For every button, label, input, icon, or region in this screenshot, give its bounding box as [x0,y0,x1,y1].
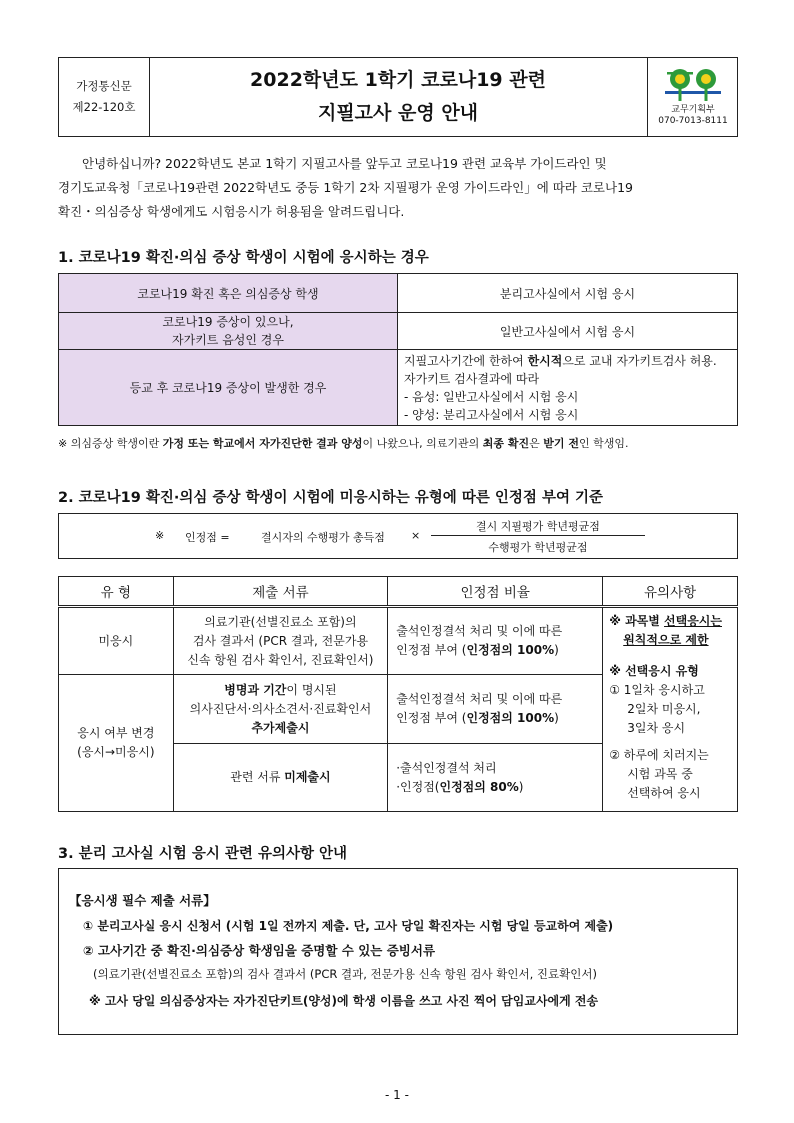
docs-cell [173,675,388,744]
action-cell: 일반고사실에서 시험 응시 [398,313,738,350]
docs-emphasis: 미제출시 [284,770,331,784]
intro-line-1: 안녕하십니까? 2022학년도 본교 1학기 지필고사를 앞두고 코로나19 관련 교육부 가이드라인 및 [82,156,607,171]
rate-cell [388,744,603,812]
section-1-title: 1. 코로나19 확진·의심 증상 학생이 시험에 응시하는 경우 [58,250,429,266]
department-name: 교무기획부 [671,105,715,115]
formula-box [58,513,738,559]
suspected-definition-note [58,435,758,451]
rate-emphasis: 인정점의 100% [466,711,555,725]
action-text: 으로 교내 자가키트검사 허용. [562,353,717,368]
recognition-score-table [58,576,738,812]
note-text: ※ 의심증상 학생이란 [58,437,163,450]
column-header: 인정점 비율 [388,577,603,607]
action-cell: 분리고사실에서 시험 응시 [398,274,738,313]
docs-emphasis: 추가제출시 [251,720,310,735]
action-text: 지필고사기간에 한하여 [404,353,528,368]
table-row [59,350,738,426]
required-item-2: ② 고사기간 중 확진·의심증상 학생임을 증명할 수 있는 증빙서류 [83,943,436,958]
caution-cell [603,607,738,812]
rate-emphasis: 인정점의 100% [466,643,555,657]
column-header: 유 형 [59,577,174,607]
type-line: (응시→미응시) [77,745,155,759]
same-day-symptom-note: ※ 고사 당일 의심증상자는 자가진단키트(양성)에 학생 이름을 쓰고 사진 찍어 담임교사에게 전송 [89,994,599,1008]
condition-cell [59,313,398,350]
caution-text: 2일차 미응시, [627,702,701,716]
rate-text: ) [554,643,559,657]
rate-text: ) [554,711,559,725]
table-row [59,274,738,313]
rate-cell [388,675,603,744]
fraction-bar [431,535,645,536]
required-documents-heading: 【응시생 필수 제출 서류】 [69,893,216,908]
note-text: 은 [529,437,544,450]
condition-cell: 등교 후 코로나19 증상이 발생한 경우 [59,350,398,426]
rate-text: 인정점 부여 ( [396,711,467,725]
docs-line: 의사진단서·의사소견서·진료확인서 [189,701,372,716]
docs-cell [173,607,388,675]
note-text: 이 나왔으나, 의료기관의 [362,437,483,450]
rate-text: 인정점 부여 ( [396,643,467,657]
action-text: - 양성: 분리고사실에서 시험 응시 [404,407,579,422]
action-emphasis: 한시적 [527,353,563,368]
exam-taking-table [58,273,738,426]
department-box [647,58,738,136]
notice-number: 제22-120호 [72,100,136,114]
intro-paragraph [58,152,738,224]
column-header: 유의사항 [603,577,738,607]
rate-line: ·출석인정결석 처리 [396,760,497,775]
caution-underline: 선택응시는 [664,614,722,628]
required-documents-box [58,868,738,1035]
intro-line-3: 확진・의심증상 학생에게도 시험응시가 허용됨을 알려드립니다. [58,204,405,219]
rate-text: ·인정점( [396,779,440,794]
type-line: 응시 여부 변경 [77,726,155,740]
caution-text: 선택하여 응시 [627,786,701,800]
rate-emphasis: 인정점의 80% [439,779,519,794]
condition-line: 자가키트 음성인 경우 [172,333,284,347]
document-title [149,58,647,136]
formula-lhs: 인정점 = [185,531,230,544]
rate-cell [388,607,603,675]
required-item-1: ① 분리고사실 응시 신청서 (시험 1일 전까지 제출. 단, 고사 당일 확진자는 시험 당일 등교하여 제출) [83,919,614,933]
note-text: 인 학생임. [578,437,629,450]
notice-label [59,58,150,136]
docs-emphasis: 병명과 기간 [224,682,287,697]
section-3-title: 3. 분리 고사실 시험 응시 관련 유의사항 안내 [58,846,348,862]
docs-text: 관련 서류 [230,770,285,784]
caution-text: ※ 과목별 [609,614,665,628]
note-emphasis: 받기 전 [543,437,579,450]
title-line-2: 지필고사 운영 안내 [317,102,479,124]
action-text: 자가키트 검사결과에 따라 [404,371,540,386]
type-cell [59,675,174,812]
caution-text: 시험 과목 중 [627,767,693,781]
condition-cell: 코로나19 확진 혹은 의심증상 학생 [59,274,398,313]
rate-line: 출석인정결석 처리 및 이에 따른 [396,692,563,706]
docs-text: 이 명시된 [286,682,337,697]
column-header: 제출 서류 [173,577,388,607]
formula-numerator: 결시 지필평가 학년평균점 [476,520,600,533]
condition-line: 코로나19 증상이 있으나, [162,315,294,329]
note-emphasis: 가정 또는 학교에서 자가진단한 결과 양성 [162,437,363,450]
docs-cell [173,744,388,812]
action-text: - 음성: 일반고사실에서 시험 응시 [404,389,579,404]
table-header-row [59,577,738,607]
intro-line-2: 경기도교육청「코로나19관련 2022학년도 중등 1학기 2차 지필평가 운영 가이드라인」에 따라 코로나19 [58,180,633,195]
docs-line: 검사 결과서 (PCR 결과, 전문가용 [192,633,369,648]
type-cell: 미응시 [59,607,174,675]
caution-text: 3일차 응시 [627,721,686,735]
school-logo-icon [663,64,723,102]
caution-heading: ※ 선택응시 유형 [609,664,699,678]
title-line-1: 2022학년도 1학기 코로나19 관련 [250,69,546,91]
notice-type: 가정통신문 [76,79,132,93]
docs-line: 신속 항원 검사 확인서, 진료확인서) [187,652,374,667]
page-number: - 1 - [385,1088,409,1102]
note-emphasis: 최종 확진 [482,437,530,450]
department-phone: 070-7013-8111 [658,116,728,126]
table-row [59,607,738,675]
document-header [58,57,738,137]
section-2-title: 2. 코로나19 확진·의심 증상 학생이 시험에 미응시하는 유형에 따른 인정점 부여 기준 [58,490,604,506]
action-cell [398,350,738,426]
formula-denominator: 수행평가 학년평균점 [488,541,588,554]
formula-term: 결시자의 수행평가 총득점 [261,531,385,544]
docs-line: 의료기관(선별진료소 포함)의 [204,614,357,629]
formula-mark: ※ [155,529,165,542]
rate-text: ) [518,779,524,794]
caution-text: ② 하루에 치러지는 [609,748,709,762]
caution-text: ① 1일차 응시하고 [609,683,705,697]
caution-underline: 원칙적으로 제한 [623,633,709,647]
required-item-2-detail: (의료기관(선별진료소 포함)의 검사 결과서 (PCR 결과, 전문가용 신속 항원 검사 확인서, 진료확인서) [93,967,597,981]
table-row [59,313,738,350]
rate-line: 출석인정결석 처리 및 이에 따른 [396,624,563,638]
formula-times: × [411,529,421,542]
